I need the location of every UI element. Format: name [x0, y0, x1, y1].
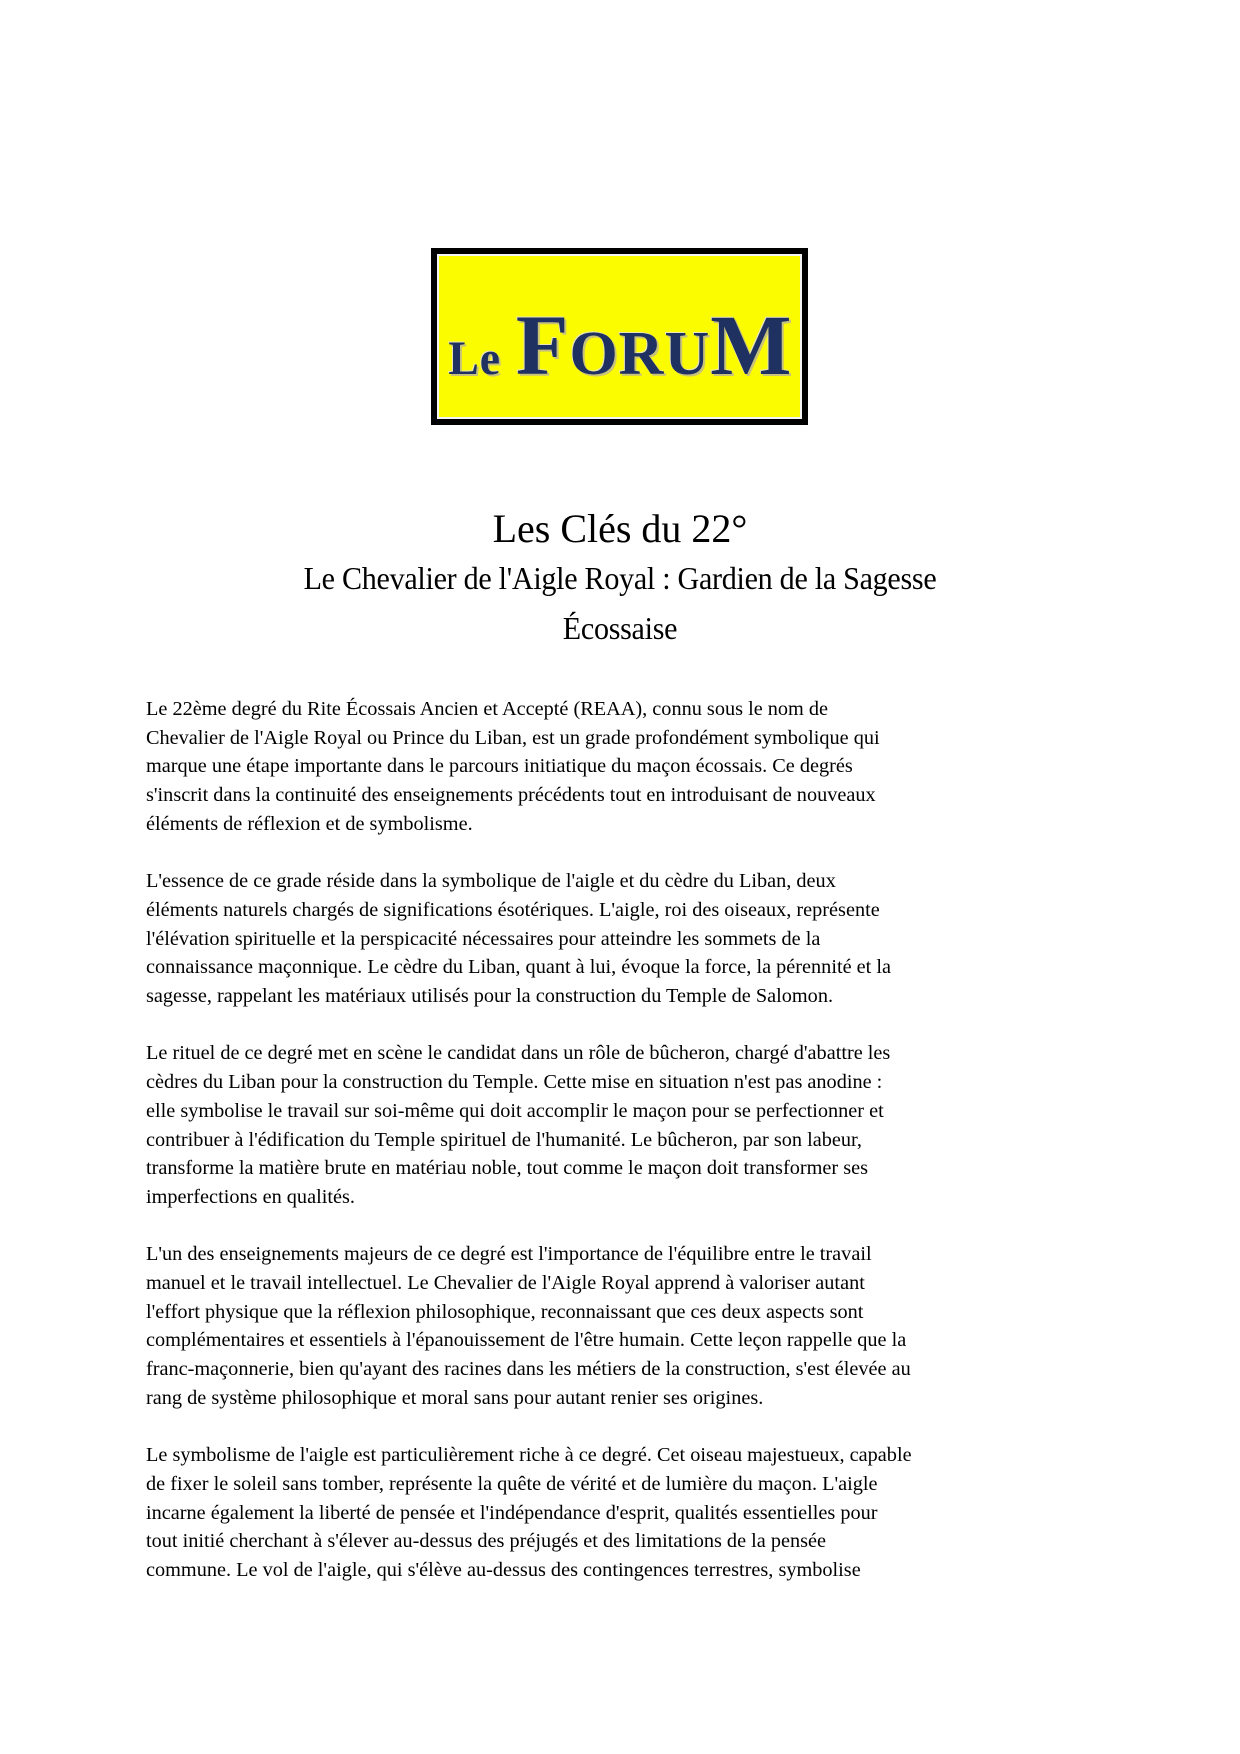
logo-letter-f: F — [515, 297, 570, 393]
text-line: s'inscrit dans la continuité des enseignements précédents tout en introduisant de nouveaux — [146, 784, 876, 807]
text-line: Chevalier de l'Aigle Royal ou Prince du Liban, est un grade profondément symbolique qui — [146, 726, 880, 749]
text-line: éléments naturels chargés de significations ésotériques. L'aigle, roi des oiseaux, représente — [146, 898, 880, 921]
text-line: franc-maçonnerie, bien qu'ayant des racines dans les métiers de la construction, s'est élevée au — [146, 1358, 911, 1381]
paragraph-2 — [146, 867, 1106, 1011]
text-line: Le symbolisme de l'aigle est particulièrement riche à ce degré. Cet oiseau majestueux, capable — [146, 1444, 912, 1467]
logo-letter-m: M — [710, 297, 793, 393]
logo-prefix: Le — [447, 332, 501, 385]
document-subtitle-line-2: Écossaise — [562, 610, 678, 646]
text-line: l'élévation spirituelle et la perspicacité nécessaires pour atteindre les sommets de la — [146, 927, 821, 950]
text-line: commune. Le vol de l'aigle, qui s'élève au-dessus des contingences terrestres, symbolise — [146, 1559, 861, 1582]
paragraph-4 — [146, 1240, 1106, 1412]
title-block — [0, 505, 1240, 653]
text-line: tout initié cherchant à s'élever au-dessus des préjugés et des limitations de la pensée — [146, 1530, 827, 1553]
text-line: Le rituel de ce degré met en scène le candidat dans un rôle de bûcheron, chargé d'abattre les — [146, 1042, 891, 1065]
text-line: elle symbolise le travail sur soi-même qui doit accomplir le maçon pour se perfectionner et — [146, 1099, 884, 1122]
text-line: L'essence de ce grade réside dans la symbolique de l'aigle et du cèdre du Liban, deux — [146, 870, 836, 893]
text-line: éléments de réflexion et de symbolisme. — [146, 812, 473, 835]
text-line: imperfections en qualités. — [146, 1185, 355, 1208]
logo-letters-oru: ORU — [569, 320, 711, 388]
text-line: complémentaires et essentiels à l'épanouissement de l'être humain. Cette leçon rappelle que la — [146, 1329, 907, 1352]
text-line: contribuer à l'édification du Temple spirituel de l'humanité. Le bûcheron, par son labeur, — [146, 1128, 863, 1151]
text-line: rang de système philosophique et moral sans pour autant renier ses origines. — [146, 1386, 764, 1409]
text-line: sagesse, rappelant les matériaux utilisés pour la construction du Temple de Salomon. — [146, 985, 834, 1008]
paragraph-1 — [146, 695, 1106, 839]
paragraph-3 — [146, 1039, 1106, 1211]
text-line: connaissance maçonnique. Le cèdre du Liban, quant à lui, évoque la force, la pérennité et la — [146, 956, 892, 979]
text-line: de fixer le soleil sans tomber, représente la quête de vérité et de lumière du maçon. L'aigle — [146, 1472, 878, 1495]
text-line: L'un des enseignements majeurs de ce degré est l'importance de l'équilibre entre le travail — [146, 1243, 872, 1266]
text-line: l'effort physique que la réflexion philosophique, reconnaissant que ces deux aspects sont — [146, 1300, 864, 1323]
document-body — [146, 695, 1106, 1613]
document-subtitle-line-1: Le Chevalier de l'Aigle Royal : Gardien de la Sagesse — [303, 560, 937, 596]
le-forum-logo — [431, 248, 808, 425]
text-line: cèdres du Liban pour la construction du Temple. Cette mise en situation n'est pas anodine : — [146, 1071, 883, 1094]
logo-yellow-panel — [437, 254, 802, 419]
document-title: Les Clés du 22° — [492, 506, 748, 551]
text-line: marque une étape importante dans le parcours initiatique du maçon écossais. Ce degrés — [146, 755, 853, 778]
text-line: Le 22ème degré du Rite Écossais Ancien et Accepté (REAA), connu sous le nom de — [146, 698, 829, 720]
paragraph-5 — [146, 1441, 1106, 1585]
text-line: incarne également la liberté de pensée et l'indépendance d'esprit, qualités essentielles pour — [146, 1501, 878, 1524]
logo-wordmark — [439, 297, 800, 393]
text-line: transforme la matière brute en matériau noble, tout comme le maçon doit transformer ses — [146, 1157, 868, 1180]
text-line: manuel et le travail intellectuel. Le Chevalier de l'Aigle Royal apprend à valoriser autant — [146, 1272, 865, 1295]
